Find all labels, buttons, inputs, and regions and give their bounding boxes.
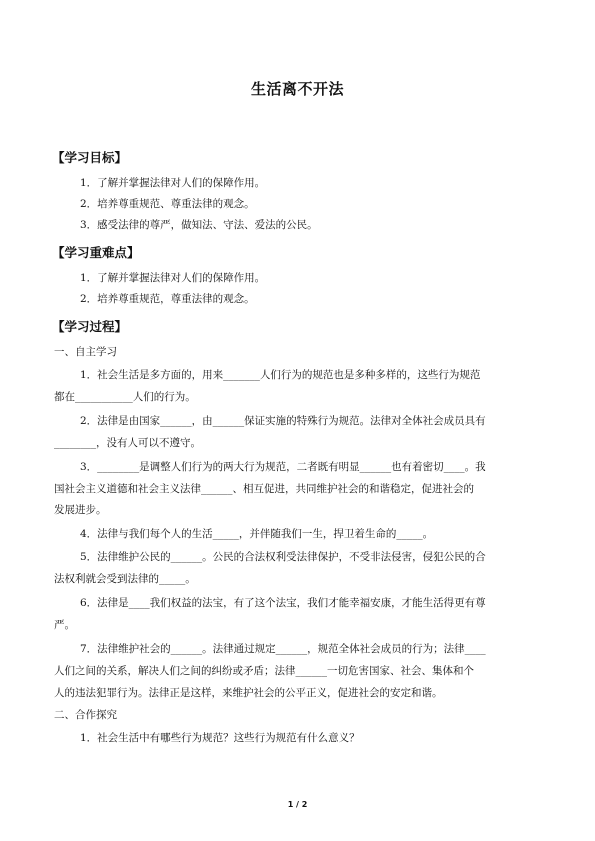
paragraph-line: 严。 <box>54 619 75 631</box>
document-title: 生活离不开法 <box>250 80 344 98</box>
paragraph-line: 法权利就会受到法律的_____。 <box>54 573 196 585</box>
paragraph-line: 3．________是调整人们行为的两大行为规范，二者既有明显______也有着密切____。我 <box>80 461 486 473</box>
goal-item: 1．了解并掌握法律对人们的保障作用。 <box>80 177 266 189</box>
page-number: 1 / 2 <box>287 800 308 809</box>
section-heading-process: 【学习过程】 <box>52 319 128 334</box>
section-heading-key-points: 【学习重难点】 <box>52 245 140 260</box>
paragraph-line: 人的违法犯罪行为。法律正是这样，来维护社会的公平正义，促进社会的安定和谐。 <box>54 687 443 699</box>
paragraph-line: 都在___________人们的行为。 <box>54 391 196 403</box>
paragraph-line: 发展进步。 <box>54 504 107 516</box>
paragraph-line: 1．社会生活是多方面的，用来_______人们行为的规范也是多种多样的，这些行为规范 <box>80 369 481 381</box>
section-heading-goals: 【学习目标】 <box>52 150 128 165</box>
paragraph-line: ________，没有人可以不遵守。 <box>54 437 201 449</box>
key-point-item: 2．培养尊重规范，尊重法律的观念。 <box>80 293 255 305</box>
paragraph-line: 人们之间的关系，解决人们之间的纠纷或矛盾；法律______一切危害国家、社会、集体和个 <box>54 665 474 677</box>
paragraph-line: 7．法律维护社会的______。法律通过规定______，规范全体社会成员的行为；法律____ <box>80 643 486 655</box>
question-line: 1．社会生活中有哪些行为规范？这些行为规范有什么意义？ <box>80 732 360 744</box>
paragraph-line: 6．法律是____我们权益的法宝，有了这个法宝，我们才能幸福安康，才能生活得更有尊 <box>80 597 486 609</box>
paragraph-line: 国社会主义道德和社会主义法律______、相互促进，共同维护社会的和谐稳定，促进社会的 <box>54 483 474 495</box>
goal-item: 3．感受法律的尊严，做知法、守法、爱法的公民。 <box>80 219 318 231</box>
paragraph-line: 5．法律维护公民的______。公民的合法权利受法律保护，不受非法侵害，侵犯公民的合 <box>80 551 486 563</box>
goal-item: 2．培养尊重规范、尊重法律的观念。 <box>80 198 255 210</box>
key-point-item: 1．了解并掌握法律对人们的保障作用。 <box>80 272 266 284</box>
paragraph-line: 4．法律与我们每个人的生活_____，并伴随我们一生，捍卫着生命的_____。 <box>80 528 434 540</box>
paragraph-line: 2．法律是由国家______，由______保证实施的特殊行为规范。法律对全体社会成员具有 <box>80 415 486 427</box>
part-title-cooperation: 二、合作探究 <box>54 709 117 721</box>
part-title-self-study: 一、自主学习 <box>54 346 117 358</box>
